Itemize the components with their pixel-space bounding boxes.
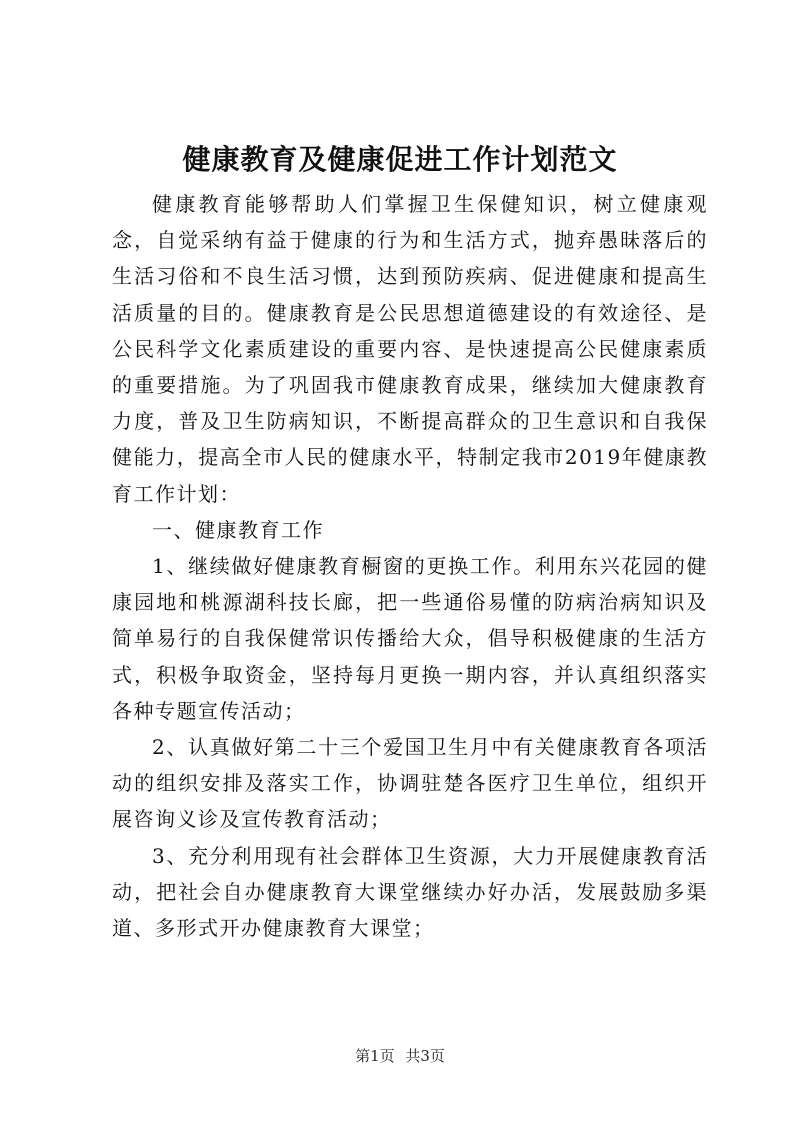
- page-footer: [0, 1046, 800, 1066]
- page-total: 共3页: [405, 1047, 445, 1065]
- page-number: 第1页: [355, 1047, 395, 1065]
- section-heading: 一、健康教育工作: [152, 517, 324, 542]
- document-body: [112, 186, 708, 946]
- list-item-2: 2、认真做好第二十三个爱国卫生月中有关健康教育各项活动的组织安排及落实工作，协调驻楚各医疗卫生单位，组织开展咨询义诊及宣传教育活动；: [112, 735, 708, 832]
- list-item-3: 3、充分利用现有社会群体卫生资源，大力开展健康教育活动，把社会自办健康教育大课堂继续办好办活，发展鼓励多渠道、多形式开办健康教育大课堂；: [112, 843, 708, 941]
- document-title: 健康教育及健康促进工作计划范文: [182, 143, 618, 176]
- list-item-1: 1、继续做好健康教育橱窗的更换工作。利用东兴花园的健康园地和桃源湖科技长廊，把一些通俗易懂的防病治病知识及简单易行的自我保健常识传播给大众，倡导积极健康的生活方式，积极争取资金，坚持每月更换一期内容，并认真组织落实各种专题宣传活动；: [112, 554, 708, 723]
- intro-paragraph: 健康教育能够帮助人们掌握卫生保健知识，树立健康观念，自觉采纳有益于健康的行为和生活方式，抛弃愚昧落后的生活习俗和不良生活习惯，达到预防疾病、促进健康和提高生活质量的目的。健康教育是公民思想道德建设的有效途径、是公民科学文化素质建设的重要内容、是快速提高公民健康素质的重要措施。为了巩固我市健康教育成果，继续加大健康教育力度，普及卫生防病知识，不断提高群众的卫生意识和自我保健能力，提高全市人民的健康水平，特制定我市2019年健康教育工作计划：: [112, 192, 708, 506]
